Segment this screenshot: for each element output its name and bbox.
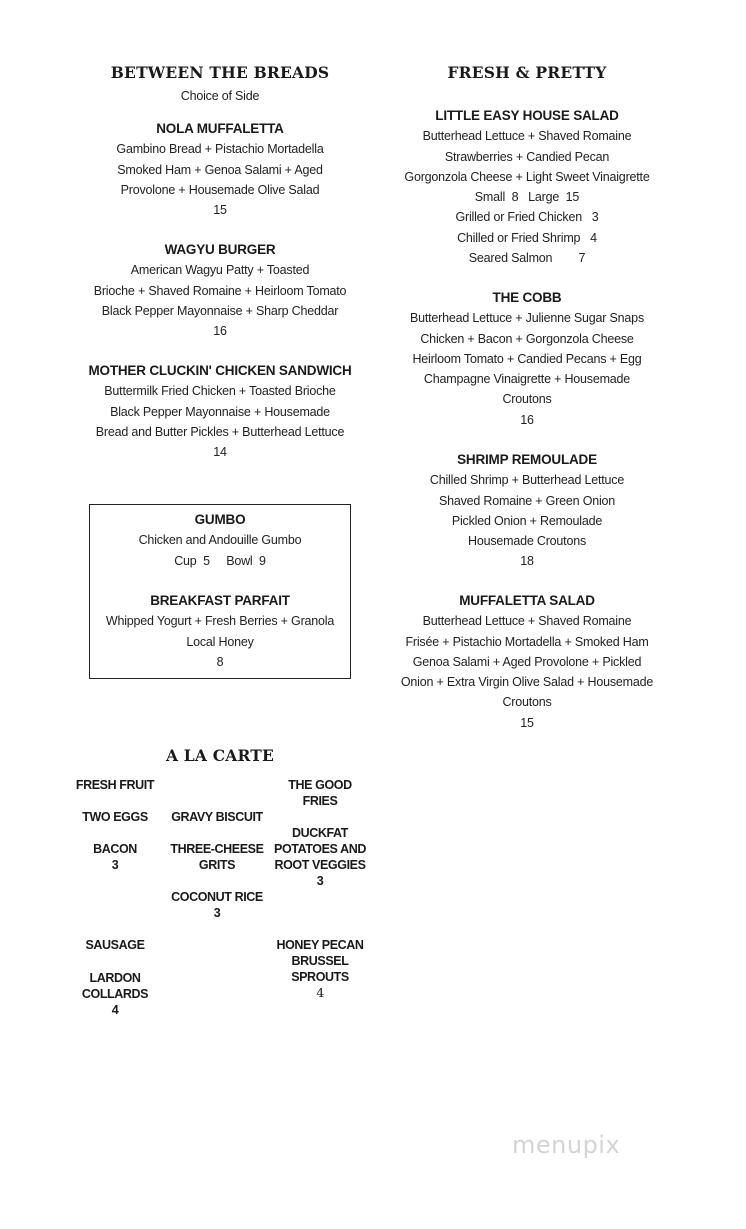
item-desc: Butterhead Lettuce + Julienne Sugar Snaps xyxy=(410,311,644,326)
menu-item xyxy=(70,510,370,571)
item-desc: Butterhead Lettuce + Shaved Romaine xyxy=(422,614,632,629)
side-item xyxy=(270,937,370,1001)
item-desc: Black Pepper Mayonnaise + Sharp Cheddar xyxy=(101,303,339,318)
side-name: FRIES xyxy=(302,794,338,808)
item-desc: Butterhead Lettuce + Shaved Romaine xyxy=(422,129,632,144)
side-name: COLLARDS xyxy=(81,987,149,1001)
item-desc: Heirloom Tomato + Candied Pecans + Egg xyxy=(412,351,642,366)
side-item xyxy=(65,937,165,953)
menu-item xyxy=(70,119,370,220)
item-price: 15 xyxy=(213,203,227,218)
side-price: 3 xyxy=(316,874,324,888)
side-name: POTATOES AND xyxy=(274,842,366,856)
item-name: WAGYU BURGER xyxy=(164,242,276,257)
item-desc: Bread and Butter Pickles + Butterhead Lettuce xyxy=(95,424,345,439)
item-price: 16 xyxy=(213,324,227,339)
item-desc: Strawberries + Candied Pecan xyxy=(444,149,610,164)
side-name: GRAVY BISCUIT xyxy=(171,810,263,824)
side-item xyxy=(167,841,267,873)
section-title-a-la-carte: A LA CARTE xyxy=(165,746,275,765)
side-price: 4 xyxy=(111,1003,119,1017)
item-desc: Croutons xyxy=(502,392,552,407)
item-name: GUMBO xyxy=(194,512,246,527)
side-name: DUCKFAT xyxy=(292,826,348,840)
item-desc: Champagne Vinaigrette + Housemade xyxy=(423,372,631,387)
side-item xyxy=(65,841,165,873)
section-title-between-the-breads: BETWEEN THE BREADS xyxy=(110,63,330,82)
item-desc: Onion + Extra Virgin Olive Salad + Housemade xyxy=(400,675,654,690)
item-desc: Pickled Onion + Remoulade xyxy=(451,513,603,528)
section-title-fresh-and-pretty: FRESH & PRETTY xyxy=(447,63,607,82)
side-item xyxy=(270,825,370,889)
side-name: FRESH FRUIT xyxy=(75,778,155,792)
side-price: 3 xyxy=(213,906,221,920)
item-name: MOTHER CLUCKIN' CHICKEN SANDWICH xyxy=(88,363,352,378)
side-name: SAUSAGE xyxy=(85,938,145,952)
side-item xyxy=(167,889,267,921)
side-name: SPROUTS xyxy=(291,970,349,984)
item-price: 15 xyxy=(520,715,534,730)
item-desc: Gorgonzola Cheese + Light Sweet Vinaigrette xyxy=(404,169,650,184)
side-name: THREE-CHEESE xyxy=(170,842,264,856)
side-name: BACON xyxy=(93,842,137,856)
side-name: TWO EGGS xyxy=(82,810,148,824)
side-item xyxy=(167,809,267,825)
item-price: Cup 5 Bowl 9 xyxy=(174,553,266,568)
item-name: BREAKFAST PARFAIT xyxy=(150,593,290,608)
item-desc: Brioche + Shaved Romaine + Heirloom Tomato xyxy=(93,283,347,298)
item-desc: Local Honey xyxy=(186,634,254,649)
side-item xyxy=(65,970,165,1018)
item-name: SHRIMP REMOULADE xyxy=(457,452,597,467)
side-item xyxy=(270,777,370,809)
side-price: 3 xyxy=(111,858,119,872)
item-desc: Smoked Ham + Genoa Salami + Aged xyxy=(117,162,323,177)
item-desc: Housemade Croutons xyxy=(468,534,586,549)
item-desc: American Wagyu Patty + Toasted xyxy=(130,263,310,278)
item-addon: Grilled or Fried Chicken 3 xyxy=(455,210,599,225)
item-desc: Genoa Salami + Aged Provolone + Pickled xyxy=(412,654,642,669)
section-subtitle: Choice of Side xyxy=(180,89,260,103)
menu-item xyxy=(367,450,687,572)
side-name: GRITS xyxy=(198,858,236,872)
item-name: LITTLE EASY HOUSE SALAD xyxy=(435,108,619,123)
item-desc: Croutons xyxy=(502,695,552,710)
side-name: ROOT VEGGIES xyxy=(274,858,366,872)
item-desc: Whipped Yogurt + Fresh Berries + Granola xyxy=(105,614,335,629)
item-name: NOLA MUFFALETTA xyxy=(156,121,284,136)
item-price: Small 8 Large 15 xyxy=(474,190,580,205)
side-item xyxy=(65,777,165,793)
item-desc: Chicken and Andouille Gumbo xyxy=(138,533,302,548)
menu-item xyxy=(70,240,370,341)
item-name: MUFFALETTA SALAD xyxy=(459,593,595,608)
watermark: menupix xyxy=(512,1131,621,1159)
side-name: THE GOOD xyxy=(288,778,352,792)
side-name: BRUSSEL xyxy=(291,954,349,968)
item-name: THE COBB xyxy=(492,290,562,305)
menu-item xyxy=(70,591,370,672)
menu-item xyxy=(367,591,687,733)
item-desc: Shaved Romaine + Green Onion xyxy=(438,493,616,508)
item-price: 14 xyxy=(213,445,227,460)
item-price: 16 xyxy=(520,412,534,427)
side-price: 4 xyxy=(316,985,324,1000)
item-desc: Frisée + Pistachio Mortadella + Smoked Ham xyxy=(405,634,649,649)
side-name: LARDON xyxy=(89,971,141,985)
item-desc: Chicken + Bacon + Gorgonzola Cheese xyxy=(420,331,634,346)
menu-item xyxy=(367,106,687,268)
item-price: 8 xyxy=(216,654,224,669)
side-item xyxy=(65,809,165,825)
menu-item xyxy=(70,361,370,462)
side-name: HONEY PECAN xyxy=(276,938,364,952)
item-desc: Black Pepper Mayonnaise + Housemade xyxy=(110,404,330,419)
item-addon: Seared Salmon 7 xyxy=(468,251,586,266)
item-desc: Buttermilk Fried Chicken + Toasted Brioche xyxy=(104,384,336,399)
item-price: 18 xyxy=(520,554,534,569)
item-addon: Chilled or Fried Shrimp 4 xyxy=(457,230,597,245)
side-name: COCONUT RICE xyxy=(171,890,263,904)
menu-item xyxy=(367,288,687,430)
item-desc: Chilled Shrimp + Butterhead Lettuce xyxy=(429,473,625,488)
item-desc: Gambino Bread + Pistachio Mortadella xyxy=(116,142,324,157)
item-desc: Provolone + Housemade Olive Salad xyxy=(120,182,320,197)
